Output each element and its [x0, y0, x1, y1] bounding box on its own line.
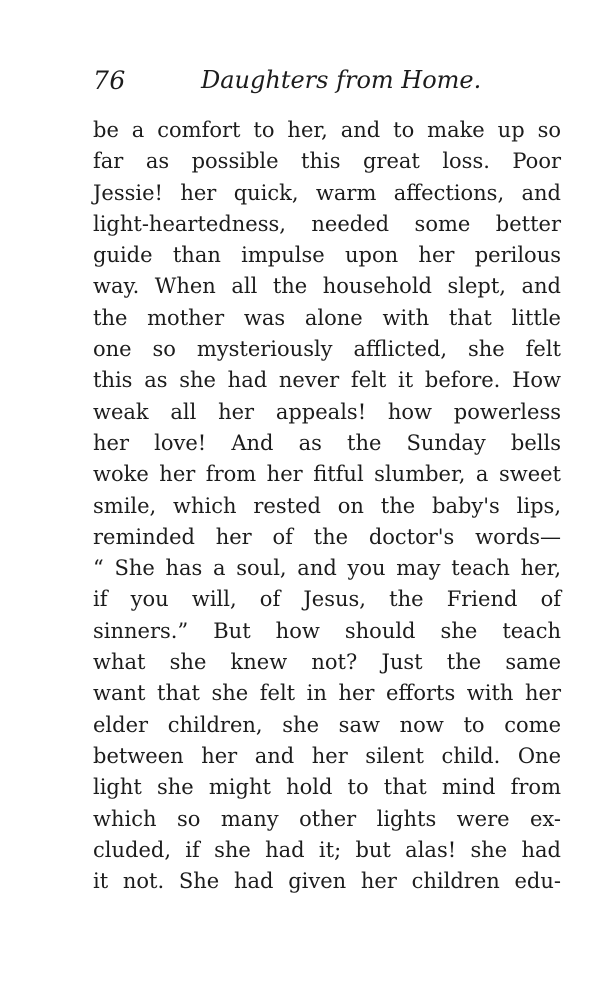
- text-line: sinners.” But how should she teach: [93, 618, 561, 643]
- body-text: [93, 115, 561, 897]
- text-line: woke her from her fitful slumber, a sweet: [93, 462, 561, 487]
- text-line: smile, which rested on the baby's lips,: [93, 493, 561, 518]
- text-line: far as possible this great loss. Poor: [93, 149, 561, 174]
- text-line: weak all her appeals! how powerless: [93, 399, 561, 424]
- text-line: which so many other lights were ex-: [93, 806, 561, 831]
- text-line: want that she felt in her efforts with her: [93, 681, 561, 706]
- text-line: one so mysteriously afflicted, she felt: [93, 337, 561, 362]
- text-line: the mother was alone with that little: [93, 305, 561, 330]
- text-line: light-heartedness, needed some better: [93, 211, 561, 236]
- text-line: what she knew not? Just the same: [93, 650, 561, 675]
- text-line: be a comfort to her, and to make up so: [93, 118, 561, 142]
- running-title: Daughters from Home.: [201, 66, 482, 94]
- text-line: Jessie! her quick, warm affections, and: [93, 180, 561, 205]
- text-line: her love! And as the Sunday bells: [93, 430, 561, 455]
- text-line: it not. She had given her children edu-: [93, 869, 561, 894]
- text-line: reminded her of the doctor's words—: [93, 524, 561, 549]
- text-line: if you will, of Jesus, the Friend of: [93, 587, 561, 612]
- text-line: light she might hold to that mind from: [93, 775, 561, 800]
- text-line: elder children, she saw now to come: [93, 712, 561, 737]
- text-line: way. When all the household slept, and: [93, 274, 561, 299]
- text-line: between her and her silent child. One: [93, 743, 561, 768]
- text-line: “ She has a soul, and you may teach her,: [93, 556, 561, 581]
- running-head: [93, 66, 563, 100]
- text-line: this as she had never felt it before. How: [93, 368, 561, 393]
- text-line: cluded, if she had it; but alas! she had: [93, 837, 561, 862]
- text-line: guide than impulse upon her perilous: [93, 243, 561, 268]
- page-number: 76: [93, 66, 126, 95]
